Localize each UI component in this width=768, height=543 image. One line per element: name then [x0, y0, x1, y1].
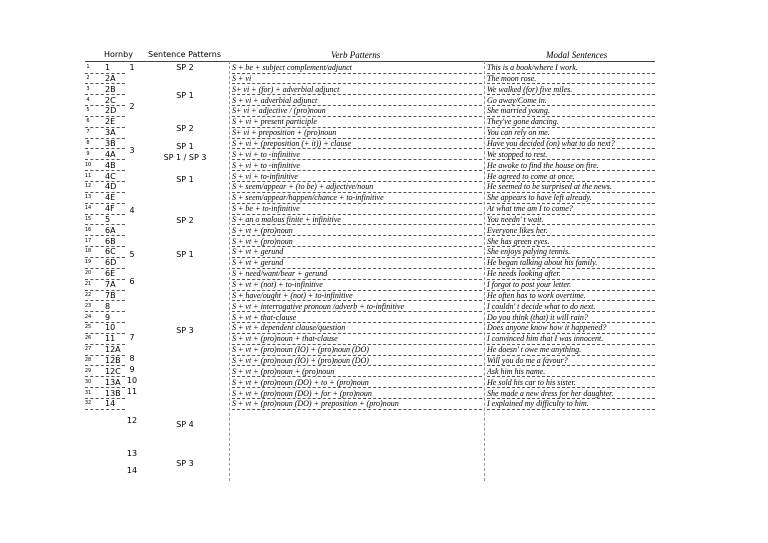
hornby-group: 1: [129, 63, 135, 72]
hornby-code: 12C: [105, 366, 121, 376]
hornby-code: 7A: [105, 280, 116, 289]
column-header-hornby: Hornby: [104, 50, 133, 59]
row-number: 4: [86, 96, 90, 103]
verb-pattern: S + vt + dependent clause/question: [232, 323, 346, 333]
row-number: 19: [84, 259, 92, 266]
row-number: 22: [84, 291, 92, 298]
hornby-group: 2: [129, 102, 135, 111]
sentence-pattern-group: SP 1 / SP 3: [163, 153, 207, 162]
modal-sentence: I explained my difficulty to him.: [487, 399, 589, 409]
row-number: 15: [84, 215, 92, 222]
hornby-code: 4B: [105, 160, 116, 170]
row-number: 11: [84, 172, 92, 179]
table-row: [85, 236, 655, 247]
modal-sentence: You can rely on me.: [487, 128, 550, 138]
sentence-pattern-group: SP 1: [176, 175, 194, 184]
verb-pattern: S + vi + (preposition (+ it)) + clause: [232, 138, 352, 148]
table-row: [85, 149, 655, 160]
hornby-group: 14: [126, 466, 138, 475]
table-row: [85, 398, 655, 409]
column-header-verb-patterns: Verb Patterns: [331, 50, 381, 60]
verb-pattern: S + seem/appear/happen/chance + to-infinitive: [232, 193, 384, 203]
sentence-pattern-group: SP 3: [176, 326, 194, 335]
table-row: [85, 181, 655, 192]
hornby-code: 10: [105, 323, 116, 333]
table-row: [85, 322, 655, 333]
sentence-pattern-group: SP 4: [176, 420, 194, 429]
hornby-code: 2B: [105, 84, 116, 94]
hornby-group: 4: [129, 206, 135, 215]
table-row: [85, 214, 655, 225]
modal-sentence: I convinced him that I was innocent.: [487, 334, 604, 344]
hornby-code: 2A: [105, 73, 116, 83]
modal-sentence: She enjoys palying tennis.: [487, 247, 571, 257]
modal-sentence: They've gone dancing.: [487, 117, 559, 127]
modal-sentence: He agreed to come at once.: [487, 171, 575, 181]
verb-pattern: S + seem/appear + (to be) + adjective/noun: [232, 182, 374, 192]
row-number: 20: [84, 270, 92, 277]
row-number: 5: [86, 107, 90, 114]
table-row: [85, 301, 655, 312]
modal-sentence: He needs looking after.: [487, 269, 561, 279]
modal-sentence: I couldn' t decide what to do next.: [487, 301, 596, 311]
hornby-group: 8: [129, 354, 135, 363]
verb-pattern: S + vi + to-infinitive: [232, 171, 298, 181]
verb-pattern: S + vt + (pro)noun + that-clause: [232, 334, 338, 344]
hornby-code: 11: [105, 334, 116, 344]
table-row: [85, 84, 655, 95]
hornby-code: 6D: [105, 258, 117, 268]
row-number: 24: [84, 313, 92, 320]
verb-pattern: S + vt + (pro)noun (DO) + preposition + (pro)noun: [232, 399, 399, 409]
verb-pattern: S + vt + interrogative pronoun /adverb + to-infinitive: [232, 301, 405, 311]
row-number: 31: [84, 389, 92, 396]
hornby-code: 9: [105, 312, 111, 322]
hornby-code: 6C: [105, 247, 116, 257]
modal-sentence: She appears to have left already.: [487, 193, 592, 203]
modal-sentence: Everyone likes her.: [487, 225, 548, 235]
row-number: 17: [84, 237, 92, 244]
hornby-code: 8: [105, 301, 111, 311]
hornby-group: 13: [126, 449, 138, 458]
table-row: [85, 127, 655, 138]
hornby-code: 2C: [105, 95, 116, 105]
row-number: 30: [84, 378, 92, 385]
row-number: 27: [84, 346, 92, 353]
verb-pattern: S + vt + (pro)noun: [232, 225, 293, 235]
verb-pattern: S + have/ought + (not) + to-infinitive: [232, 290, 353, 300]
row-number: 21: [84, 281, 92, 287]
table-row: [85, 73, 655, 84]
verb-pattern: S + an o malous finite + infinitive: [232, 214, 341, 224]
hornby-code: 12B: [105, 355, 121, 365]
verb-pattern: S+ vi + (for) + adverbial adjunct: [232, 84, 340, 94]
verb-pattern: S + vt + gerund: [232, 247, 284, 257]
verb-pattern: S + vt + (pro)noun (IO) + (pro)noun (DO): [232, 355, 369, 365]
table-row: [85, 171, 655, 182]
verb-pattern: S + vi + to -infinitive: [232, 149, 300, 159]
hornby-code: 4C: [105, 171, 116, 181]
row-number: 2: [86, 74, 90, 81]
table-row: [85, 225, 655, 236]
row-number: 7: [86, 129, 90, 136]
table-row: [85, 333, 655, 344]
verb-pattern: S + vi + present participle: [232, 117, 317, 127]
table-row: [85, 366, 655, 377]
table-row: [85, 290, 655, 301]
verb-pattern: S + be + subject complement/adjunct: [232, 63, 352, 72]
sentence-pattern-group: SP 2: [176, 63, 194, 72]
hornby-code: 6B: [105, 236, 116, 246]
table-row: [85, 355, 655, 366]
table-row: [85, 312, 655, 323]
hornby-code: 2D: [105, 106, 117, 116]
row-number: 23: [84, 302, 92, 309]
hornby-code: 6A: [105, 225, 116, 235]
sentence-pattern-group: SP 1: [176, 142, 194, 151]
hornby-group: 7: [129, 333, 135, 342]
verb-pattern: S+ vi + preposition + (pro)noun: [232, 128, 337, 138]
sentence-pattern-group: SP 2: [176, 124, 194, 133]
row-number: 9: [86, 150, 90, 157]
table-row: [85, 279, 655, 290]
row-rule: [487, 409, 655, 410]
modal-sentence: Do you think (that) it will rain?: [487, 312, 588, 322]
hornby-group: 11: [126, 387, 138, 396]
hornby-code: 4F: [105, 204, 115, 214]
row-number: 13: [84, 194, 92, 201]
table-row: [85, 62, 655, 73]
modal-sentence: He awoke to find the house on fire.: [487, 160, 599, 170]
modal-sentence: He sold his car to his sister.: [487, 377, 576, 387]
column-header-modal-sentences: Modal Sentences: [546, 50, 608, 60]
hornby-group: 6: [129, 277, 135, 286]
table-row: [85, 95, 655, 106]
verb-pattern: S + vt + that-clause: [232, 312, 297, 322]
table-row: [85, 344, 655, 355]
row-rule: [232, 409, 482, 410]
verb-pattern: S + need/want/bear + gerund: [232, 269, 328, 279]
table-row: [85, 160, 655, 171]
verb-pattern: S + vt + gerund: [232, 258, 284, 268]
hornby-code: 13B: [105, 388, 121, 398]
hornby-group: 9: [129, 365, 135, 374]
hornby-code: 5: [105, 214, 111, 224]
hornby-code: 12A: [105, 345, 121, 355]
modal-sentence: Will you do me a favour?: [487, 355, 568, 365]
hornby-group: 10: [126, 376, 138, 385]
hornby-code: 14: [105, 399, 116, 409]
modal-sentence: The moon rose.: [487, 73, 537, 83]
modal-sentence: She has green eyes.: [487, 236, 550, 246]
modal-sentence: We walked (for) five miles.: [487, 84, 573, 94]
row-number: 1: [86, 64, 90, 70]
table-row: [85, 377, 655, 388]
modal-sentence: Go away/Come in.: [487, 95, 547, 105]
row-number: 16: [84, 226, 92, 233]
row-number: 25: [84, 324, 92, 331]
row-number: 26: [84, 335, 92, 342]
modal-sentence: Does anyone know how it happened?: [487, 323, 607, 333]
table-row: [85, 138, 655, 149]
verb-pattern: S + vt + (pro)noun (DO) + for + (pro)noun: [232, 388, 372, 398]
table-row: [85, 257, 655, 268]
row-number: 29: [84, 367, 92, 374]
modal-sentence: She married young.: [487, 106, 550, 116]
hornby-code: 3B: [105, 138, 116, 148]
row-number: 3: [86, 85, 90, 92]
verb-pattern: S + vt + (pro)noun + (pro)noun: [232, 366, 335, 376]
hornby-code: 3A: [105, 128, 116, 138]
sentence-pattern-group: SP 1: [176, 91, 194, 100]
row-number: 8: [86, 139, 90, 146]
table-row: [85, 388, 655, 399]
verb-pattern: S + vi + adverbial adjunct: [232, 95, 318, 105]
verb-pattern: S + vi + to -infinitive: [232, 160, 300, 170]
sentence-pattern-group: SP 3: [176, 459, 194, 468]
hornby-code: 4A: [105, 149, 116, 159]
modal-sentence: I forgot to post your letter.: [487, 280, 572, 289]
modal-sentence: Ask him his name.: [487, 366, 546, 376]
row-number: 32: [84, 400, 92, 407]
hornby-group: 12: [126, 416, 138, 425]
row-rule: [85, 409, 125, 410]
hornby-code: 13A: [105, 377, 121, 387]
hornby-code: 4D: [105, 182, 117, 192]
modal-sentence: You needn' t wait.: [487, 214, 544, 224]
hornby-group: 5: [129, 250, 135, 259]
modal-sentence: At what tme am I to come?: [487, 204, 573, 214]
sentence-pattern-group: SP 2: [176, 216, 194, 225]
modal-sentence: He doesn' t owe me anything.: [487, 345, 582, 355]
row-number: 6: [86, 118, 90, 125]
table-row: [85, 246, 655, 257]
column-header-sentence-patterns: Sentence Patterns: [148, 50, 222, 59]
hornby-group: 3: [129, 146, 135, 155]
hornby-code: 2E: [105, 117, 116, 127]
verb-pattern: S + vt + (not) + to-infinitive: [232, 280, 323, 289]
modal-sentence: She made a new dress for her daughter.: [487, 388, 614, 398]
row-number: 12: [84, 183, 92, 190]
modal-sentence: He often has to work overtime.: [487, 290, 586, 300]
modal-sentence: He seemed to be surprised at the news.: [487, 182, 612, 192]
modal-sentence: He began talking about his family.: [487, 258, 598, 268]
table-row: [85, 105, 655, 116]
row-number: 14: [84, 205, 92, 212]
sentence-pattern-group: SP 1: [176, 250, 194, 259]
table-row: [85, 116, 655, 127]
row-number: 10: [84, 161, 92, 168]
table-row: [85, 268, 655, 279]
hornby-code: 7B: [105, 290, 116, 300]
verb-pattern: S + vt + (pro)noun: [232, 236, 293, 246]
verb-pattern: S+ vi + adjective / (pro)noun: [232, 106, 326, 116]
modal-sentence: We stopped to rest.: [487, 149, 548, 159]
verb-pattern: S + vt + (pro)noun (IO) + (pro)noun (DO): [232, 345, 369, 355]
verb-pattern: S + vi: [232, 73, 252, 83]
modal-sentence: Have you decided (on) what to do next?: [487, 138, 615, 148]
hornby-code: 6E: [105, 269, 116, 279]
row-number: 18: [84, 248, 92, 255]
hornby-code: 4E: [105, 193, 116, 203]
table-row: [85, 203, 655, 214]
verb-pattern: S + vt + (pro)noun (DO) + to + (pro)noun: [232, 377, 369, 387]
hornby-code: 1: [105, 63, 111, 72]
modal-sentence: This is a book/where I work.: [487, 63, 578, 72]
verb-pattern: S + be + to-infinitive: [232, 204, 300, 214]
row-number: 28: [84, 356, 92, 363]
table-row: [85, 192, 655, 203]
